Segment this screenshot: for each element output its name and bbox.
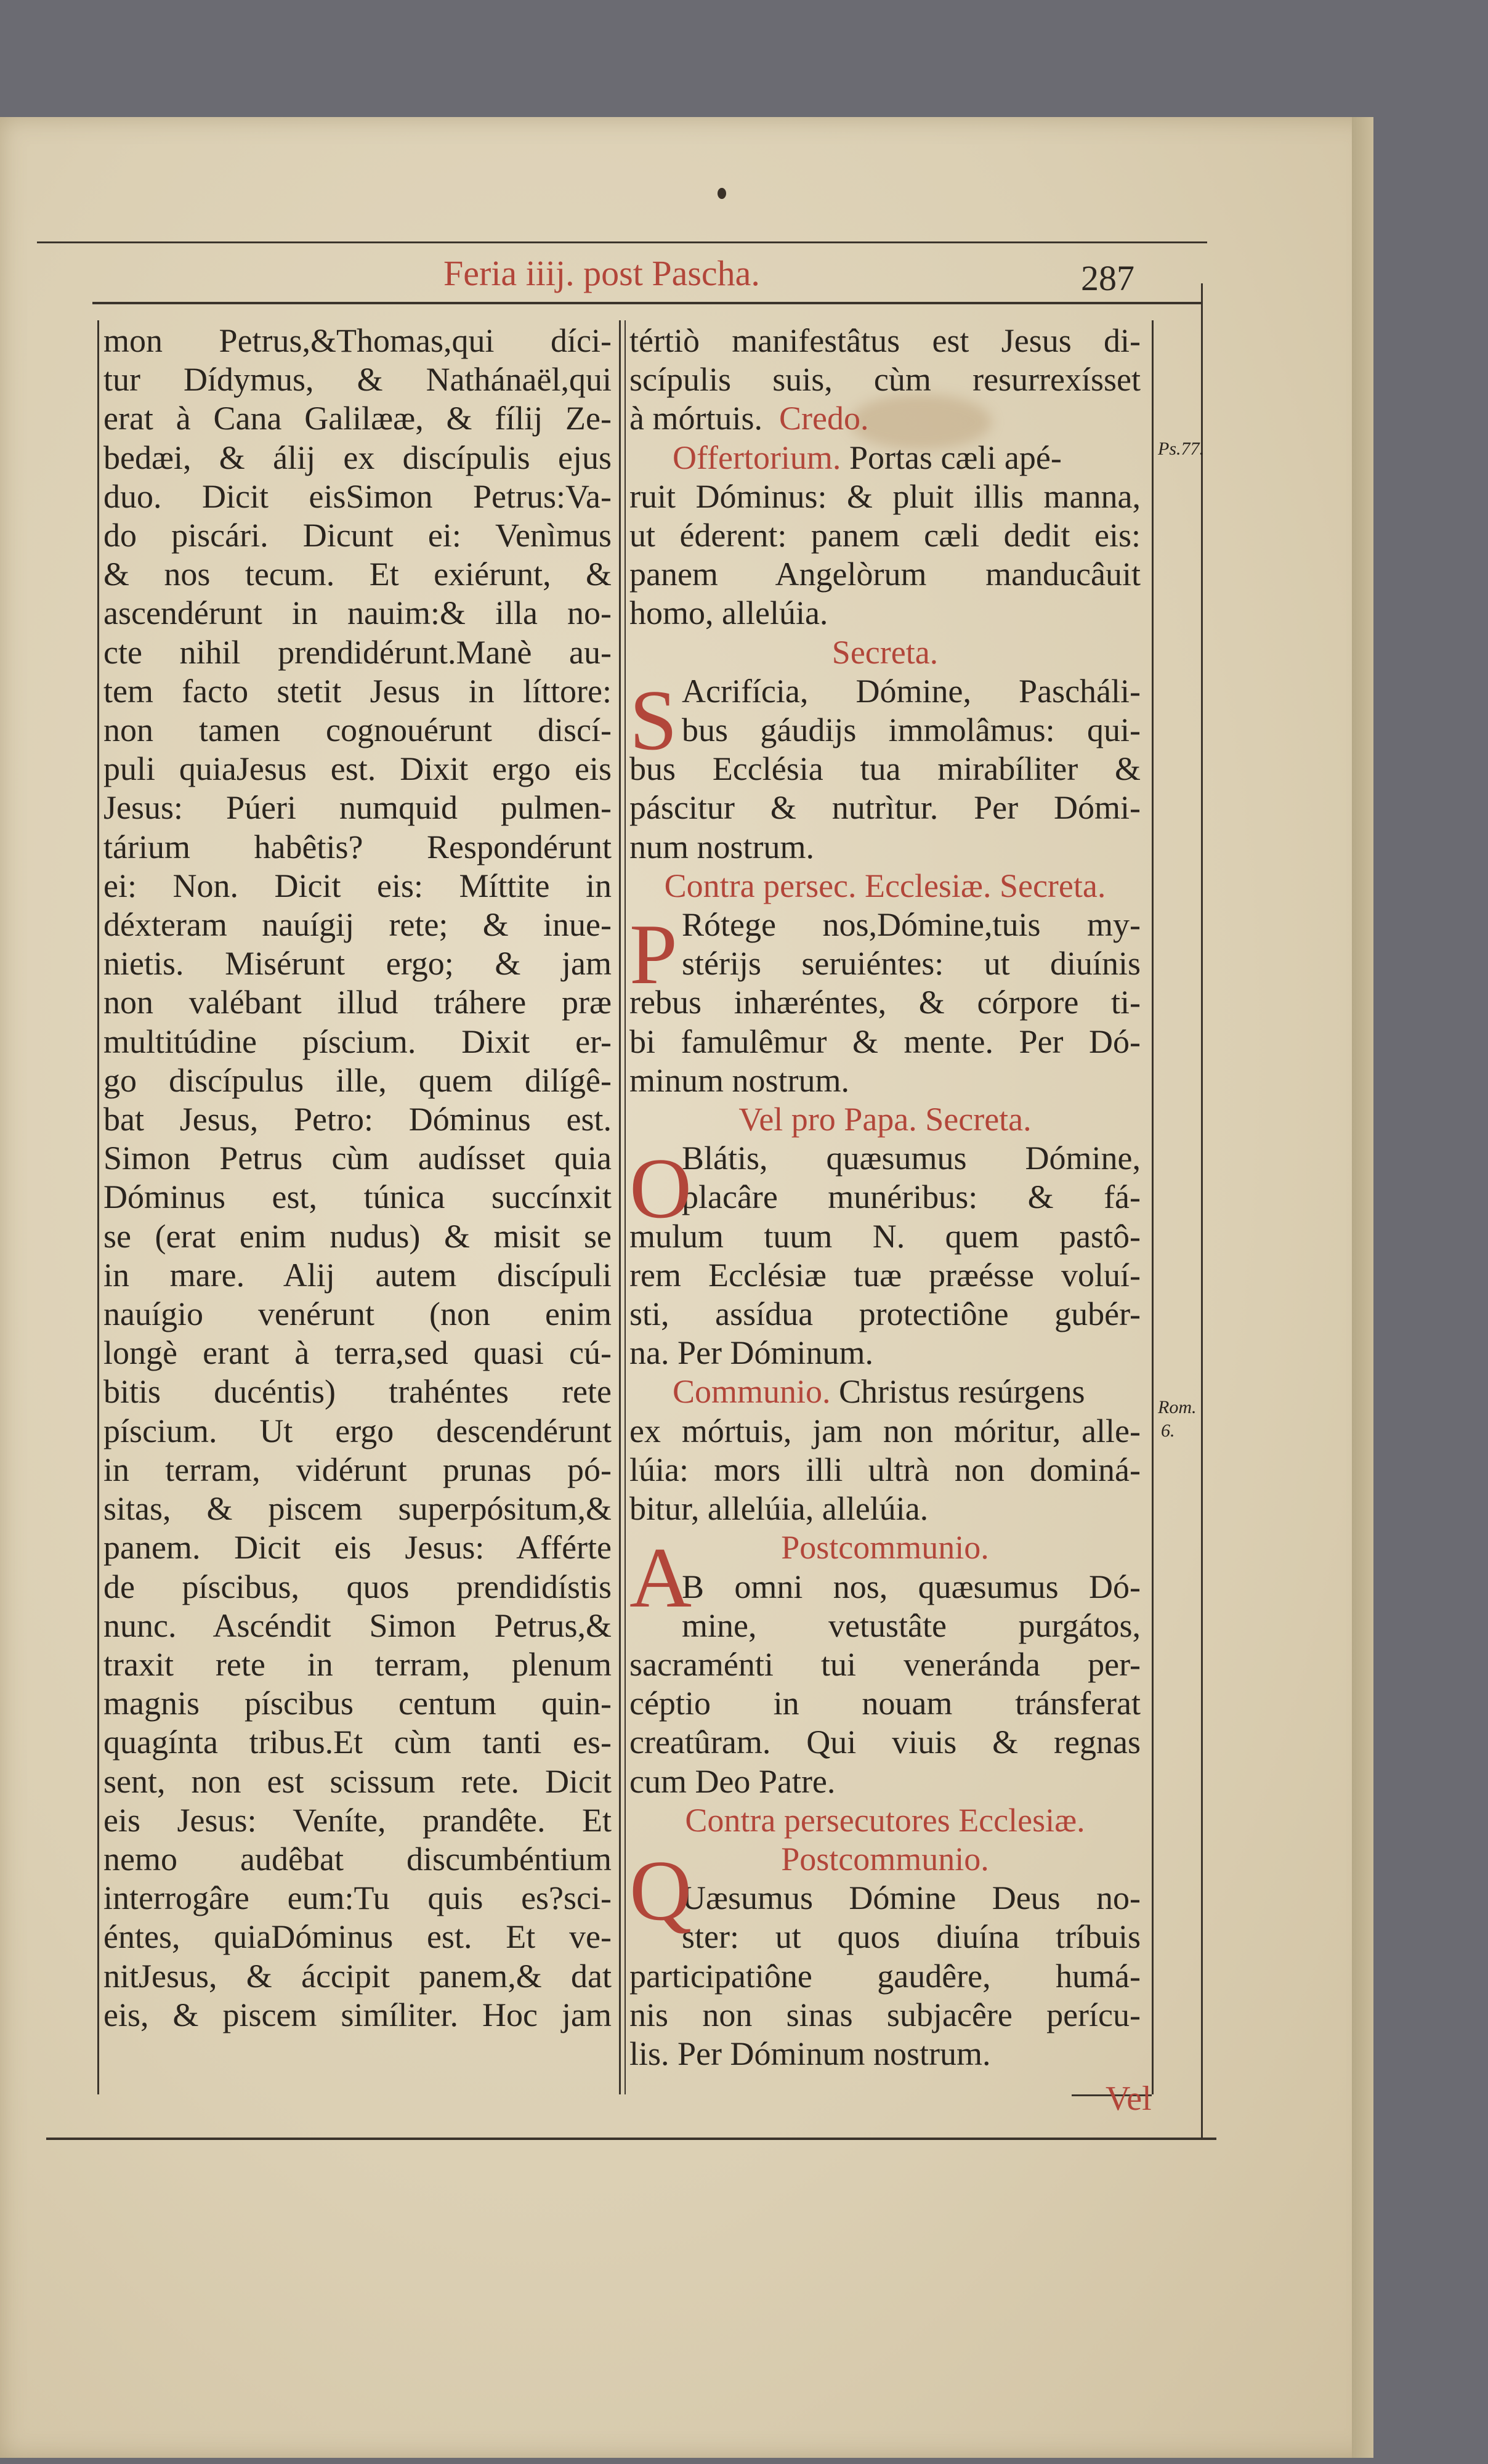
dropcap-a: A (629, 1530, 692, 1626)
text-line: mon Petrus,&Thomas,qui díci- (103, 322, 612, 359)
text-line: páscitur & nutrìtur. Per Dómi- (629, 789, 1141, 827)
text-line: cum Deo Patre. (629, 1762, 836, 1800)
text-line (629, 1372, 1141, 1411)
text-line: multitúdine píscium. Dixit er- (103, 1023, 612, 1060)
catchword: Vel (1106, 2080, 1152, 2118)
text-line: rem Ecclésiæ tuæ præésse voluí- (629, 1256, 1141, 1294)
column-divider-b (625, 320, 626, 2094)
margin-note-romans: Rom. (1158, 1397, 1197, 1417)
text-line: in terram, vidérunt prunas pó- (103, 1451, 612, 1488)
text-line: nauígio venérunt (non enim (103, 1295, 612, 1333)
text-line: Dóminus est, túnica succínxit (103, 1178, 612, 1216)
text-line: nemo audêbat discumbéntium (103, 1840, 612, 1878)
outer-frame-rule (1201, 283, 1203, 2138)
text-line: rebus inhæréntes, & córpore ti- (629, 984, 1141, 1021)
text-line: de píscibus, quos prendidístis (103, 1568, 612, 1605)
text-line: ster: ut quos diuína tríbuis (682, 1918, 1141, 1956)
text-line: panem. Dicit eis Jesus: Afférte (103, 1529, 612, 1566)
left-frame-rule (97, 320, 99, 2094)
text-line: do piscári. Dicunt ei: Venìmus (103, 517, 612, 554)
text-line: mine, vetustâte purgátos, (682, 1607, 1141, 1644)
text-line: cte nihil prendidérunt.Manè au- (103, 633, 612, 671)
text-line: tárium habêtis? Respondérunt (103, 828, 612, 865)
text-line: creatûram. Qui viuis & regnas (629, 1724, 1141, 1761)
contra-persecutores-heading: Contra persecutores Ecclesiæ. (685, 1801, 1085, 1839)
text-line: num nostrum. (629, 828, 815, 865)
text-line (629, 439, 1141, 477)
running-head-title: Feria iiij. post Pascha. (443, 253, 760, 293)
text-line: Acrifícia, Dómine, Pascháli- (682, 672, 1141, 710)
postcommunio-2-heading: Postcommunio. (781, 1840, 989, 1878)
contra-persec-heading: Contra persec. Ecclesiæ. Secreta. (664, 867, 1106, 904)
text-line: lúia: mors illi ultrà non dominá- (629, 1451, 1141, 1488)
text-line: sitas, & piscem superpósitum,& (103, 1490, 612, 1528)
text-line: B omni nos, quæsumus Dó- (682, 1568, 1141, 1605)
dropcap-q: Q (629, 1843, 692, 1939)
text-line: homo, allelúia. (629, 594, 828, 632)
text-line: tur Dídymus, & Nathánaël,qui (103, 361, 612, 399)
text-line: panem Angelòrum manducâuit (629, 556, 1141, 593)
text-line: bat Jesus, Petro: Dóminus est. (103, 1101, 612, 1138)
text-line: erat à Cana Galilææ, & fílij Ze- (103, 400, 612, 437)
header-rule-top (37, 241, 1207, 243)
header-rule-bottom (92, 302, 1201, 304)
text-line (629, 399, 1141, 438)
text-line: magnis píscibus centum quin- (103, 1685, 612, 1722)
text-line: bitis ducéntis) trahéntes rete (103, 1373, 612, 1411)
page-edge (1352, 117, 1373, 2458)
margin-note-romans-chapter: 6. (1161, 1420, 1175, 1441)
text-line: & nos tecum. Et exiérunt, & (103, 556, 612, 593)
credo-rubric: Credo. (778, 400, 869, 437)
text-line: Uæsumus Dómine Deus no- (682, 1879, 1141, 1917)
text-line: bedæi, & álij ex discípulis ejus (103, 439, 612, 476)
text-line: scípulis suis, cùm resurrexísset (629, 361, 1141, 399)
offertorium-first-line: Portas cæli apé- (849, 439, 1062, 476)
vel-pro-papa-heading: Vel pro Papa. Secreta. (738, 1101, 1032, 1138)
text-line: go discípulus ille, quem dilígê- (103, 1061, 612, 1099)
communio-first-line: Christus resúrgens (839, 1373, 1085, 1411)
text-line: lis. Per Dóminum nostrum. (629, 2035, 991, 2072)
text-line: ut éderent: panem cæli dedit eis: (629, 517, 1141, 554)
text-line: sacraménti tui veneránda per- (629, 1645, 1141, 1683)
text-line: se (erat enim nudus) & misit se (103, 1217, 612, 1255)
dropcap-o: O (629, 1141, 692, 1236)
text-line: tem facto stetit Jesus in líttore: (103, 672, 612, 710)
text-line: nietis. Misérunt ergo; & jam (103, 945, 612, 983)
text-line: sent, non est scissum rete. Dicit (103, 1762, 612, 1800)
text-line: mulum tuum N. quem pastô- (629, 1217, 1141, 1255)
text-line: na. Per Dóminum. (629, 1334, 873, 1372)
text-line: nis non sinas subjacêre perícu- (629, 1996, 1141, 2033)
communio-label: Communio. (673, 1373, 831, 1411)
text-line: duo. Dicit eisSimon Petrus:Va- (103, 477, 612, 515)
page-number: 287 (1081, 258, 1134, 298)
text-line: quagínta tribus.Et cùm tanti es- (103, 1724, 612, 1761)
text-line: bi famulêmur & mente. Per Dó- (629, 1023, 1141, 1060)
dropcap-p: P (629, 907, 677, 1002)
text-line: bus gáudijs immolâmus: qui- (682, 711, 1141, 749)
text-line: non valébant illud tráhere præ (103, 984, 612, 1021)
text-line: eis Jesus: Veníte, prandête. Et (103, 1801, 612, 1839)
right-column (629, 322, 1141, 2073)
text-line: Blátis, quæsumus Dómine, (682, 1140, 1141, 1177)
text-line: Simon Petrus cùm audísset quia (103, 1140, 612, 1177)
column-divider-a (619, 320, 621, 2094)
text-line: éntes, quiaDóminus est. Et ve- (103, 1918, 612, 1956)
text-line: placâre munéribus: & fá- (682, 1178, 1141, 1216)
text-line: píscium. Ut ergo descendérunt (103, 1412, 612, 1449)
text-line: ruit Dóminus: & pluit illis manna, (629, 477, 1141, 515)
offertorium-label: Offertorium. (673, 439, 841, 476)
text-line: participatiône gaudêre, humá- (629, 1957, 1141, 1995)
text-line: tértiò manifestâtus est Jesus di- (629, 322, 1141, 359)
text-line: nitJesus, & áccipit panem,& dat (103, 1957, 612, 1995)
text-line: ei: Non. Dicit eis: Míttite in (103, 867, 612, 904)
right-frame-rule (1152, 320, 1154, 2094)
text-line: minum nostrum. (629, 1061, 850, 1099)
footer-rule (46, 2138, 1216, 2140)
text-line: nunc. Ascéndit Simon Petrus,& (103, 1607, 612, 1644)
left-column (103, 322, 612, 2035)
text-line: longè erant à terra,sed quasi cú- (103, 1334, 612, 1372)
text-line: Rótege nos,Dómine,tuis my- (682, 906, 1141, 944)
text-line: déxteram nauígij rete; & inue- (103, 906, 612, 944)
dropcap-s: S (629, 673, 677, 768)
margin-note-psalm: Ps.77. (1158, 439, 1204, 459)
postcommunio-heading: Postcommunio. (781, 1529, 989, 1566)
text-line: non tamen cognouérunt discí- (103, 711, 612, 749)
text-line: céptio in nouam tránsferat (629, 1685, 1141, 1722)
text-line: stérijs seruiéntes: ut diuínis (682, 945, 1141, 983)
text-line: Jesus: Púeri numquid pulmen- (103, 789, 612, 827)
text-line: ex mórtuis, jam non móritur, alle- (629, 1412, 1141, 1449)
gospel-end-text: à mórtuis. (629, 400, 762, 437)
text-line: bus Ecclésia tua mirabíliter & (629, 750, 1141, 788)
text-line: puli quiaJesus est. Dixit ergo eis (103, 750, 612, 788)
text-line: bitur, allelúia, allelúia. (629, 1490, 929, 1528)
text-line: traxit rete in terram, plenum (103, 1645, 612, 1683)
secreta-heading: Secreta. (831, 633, 939, 671)
ink-dot (718, 188, 726, 199)
text-line: sti, assídua protectiône gubér- (629, 1295, 1141, 1333)
text-line: eis, & piscem simíliter. Hoc jam (103, 1996, 612, 2033)
text-line: interrogâre eum:Tu quis es?sci- (103, 1879, 612, 1917)
text-line: in mare. Alij autem discípuli (103, 1256, 612, 1294)
text-line: ascendérunt in nauim:& illa no- (103, 594, 612, 632)
